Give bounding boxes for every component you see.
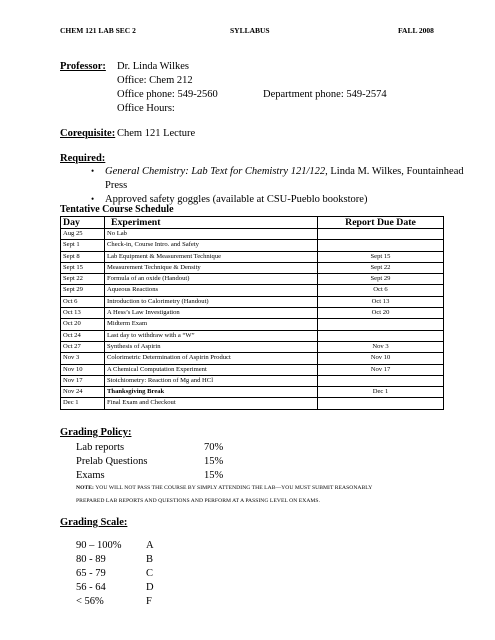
scale-grade: D xyxy=(146,582,154,593)
policy-item-pct: 15% xyxy=(204,456,224,467)
schedule-day-cell: Oct 20 xyxy=(61,319,105,330)
schedule-day-cell: Nov 24 xyxy=(61,387,105,398)
schedule-due-cell: Nov 17 xyxy=(318,364,444,375)
schedule-experiment-cell: Thanksgiving Break xyxy=(105,387,318,398)
schedule-due-cell xyxy=(318,330,444,341)
schedule-day-cell: Nov 17 xyxy=(61,375,105,386)
professor-label: Professor: xyxy=(60,61,106,72)
table-row xyxy=(61,387,444,398)
schedule-due-cell: Sept 22 xyxy=(318,262,444,273)
professor-office: Office: Chem 212 xyxy=(117,75,193,86)
header-course: CHEM 121 LAB SEC 2 xyxy=(60,26,136,35)
policy-item-pct: 15% xyxy=(204,470,224,481)
schedule-day-cell: Dec 1 xyxy=(61,398,105,409)
schedule-experiment-cell: A Chemical Computation Experiment xyxy=(105,364,318,375)
required-item-goggles: Approved safety goggles (available at CSU-Pueblo bookstore) xyxy=(105,194,368,205)
schedule-due-cell: Nov 3 xyxy=(318,341,444,352)
table-header-row xyxy=(61,217,444,229)
table-row xyxy=(61,229,444,240)
schedule-due-cell xyxy=(318,398,444,409)
schedule-body xyxy=(61,229,444,410)
required-label: Required: xyxy=(60,153,106,164)
table-row xyxy=(61,319,444,330)
required-item-title: General Chemistry: Lab Text for Chemistry 121/122 xyxy=(105,166,326,177)
scale-grade: A xyxy=(146,540,154,551)
scale-range: 90 – 100% xyxy=(76,540,122,551)
scale-grade: C xyxy=(146,568,154,579)
professor-hours: Office Hours: xyxy=(117,103,175,114)
policy-item-name: Prelab Questions xyxy=(76,456,148,467)
table-row xyxy=(61,296,444,307)
schedule-experiment-cell: No Lab xyxy=(105,229,318,240)
table-row xyxy=(61,308,444,319)
schedule-due-cell xyxy=(318,240,444,251)
schedule-due-cell: Sept 15 xyxy=(318,251,444,262)
department-phone: Department phone: 549-2574 xyxy=(263,89,387,100)
grading-scale-label: Grading Scale: xyxy=(60,517,128,528)
schedule-day-cell: Oct 24 xyxy=(61,330,105,341)
column-header: Experiment xyxy=(105,217,318,229)
schedule-day-cell: Nov 10 xyxy=(61,364,105,375)
schedule-due-cell: Oct 20 xyxy=(318,308,444,319)
schedule-experiment-cell: Synthesis of Aspirin xyxy=(105,341,318,352)
grading-note xyxy=(76,485,372,491)
schedule-title: Tentative Course Schedule xyxy=(60,204,174,215)
corequisite-label: Corequisite: xyxy=(60,128,116,139)
schedule-due-cell xyxy=(318,375,444,386)
schedule-due-cell: Nov 10 xyxy=(318,353,444,364)
schedule-day-cell: Oct 13 xyxy=(61,308,105,319)
schedule-due-cell: Sept 29 xyxy=(318,274,444,285)
corequisite-value: Chem 121 Lecture xyxy=(117,128,196,139)
table-row xyxy=(61,285,444,296)
grading-policy-label: Grading Policy: xyxy=(60,427,132,438)
bullet-icon: • xyxy=(91,166,95,176)
schedule-day-cell: Sept 1 xyxy=(61,240,105,251)
note-line-1: YOU WILL NOT PASS THE COURSE BY SIMPLY ATTENDING THE LAB—YOU MUST SUBMIT REASONABLY xyxy=(93,485,373,491)
table-row xyxy=(61,353,444,364)
scale-grade: F xyxy=(146,596,152,607)
scale-range: 56 - 64 xyxy=(76,582,106,593)
schedule-day-cell: Oct 6 xyxy=(61,296,105,307)
policy-item-pct: 70% xyxy=(204,442,224,453)
schedule-experiment-cell: Measurement Technique & Density xyxy=(105,262,318,273)
scale-grade: B xyxy=(146,554,154,565)
schedule-day-cell: Nov 3 xyxy=(61,353,105,364)
column-header: Report Due Date xyxy=(318,217,444,229)
required-item-text xyxy=(105,167,464,178)
table-row xyxy=(61,398,444,409)
schedule-due-cell xyxy=(318,319,444,330)
table-row xyxy=(61,375,444,386)
table-row xyxy=(61,341,444,352)
column-header: Day xyxy=(61,217,105,229)
scale-range: < 56% xyxy=(76,596,104,607)
scale-range: 80 - 89 xyxy=(76,554,106,565)
schedule-experiment-cell: A Hess’s Law Investigation xyxy=(105,308,318,319)
scale-range: 65 - 79 xyxy=(76,568,106,579)
schedule-experiment-cell: Midterm Exam xyxy=(105,319,318,330)
schedule-day-cell: Sept 22 xyxy=(61,274,105,285)
schedule-day-cell: Oct 27 xyxy=(61,341,105,352)
schedule-experiment-cell: Check-in, Course Intro. and Safety xyxy=(105,240,318,251)
schedule-experiment-cell: Lab Equipment & Measurement Technique xyxy=(105,251,318,262)
schedule-experiment-cell: Stoichiometry: Reaction of Mg and HCl xyxy=(105,375,318,386)
schedule-due-cell: Oct 6 xyxy=(318,285,444,296)
table-row xyxy=(61,251,444,262)
schedule-experiment-cell: Last day to withdraw with a “W” xyxy=(105,330,318,341)
schedule-experiment-cell: Colorimetric Determination of Aspirin Product xyxy=(105,353,318,364)
professor-phone: Office phone: 549-2560 xyxy=(117,89,218,100)
header-term: FALL 2008 xyxy=(398,26,434,35)
schedule-day-cell: Sept 8 xyxy=(61,251,105,262)
header-title: SYLLABUS xyxy=(230,26,270,35)
note-label: NOTE: xyxy=(76,485,94,491)
schedule-experiment-cell: Aqueous Reactions xyxy=(105,285,318,296)
table-row xyxy=(61,364,444,375)
required-item-rest: , Linda M. Wilkes, Fountainhead xyxy=(325,166,464,177)
schedule-table xyxy=(60,216,444,410)
schedule-day-cell: Aug 25 xyxy=(61,229,105,240)
bullet-icon: • xyxy=(91,194,95,204)
table-row xyxy=(61,330,444,341)
required-item-cont: Press xyxy=(105,180,128,191)
schedule-day-cell: Sept 29 xyxy=(61,285,105,296)
schedule-due-cell: Dec 1 xyxy=(318,387,444,398)
note-line-2: PREPARED LAB REPORTS AND QUESTIONS AND PERFORM AT A PASSING LEVEL ON EXAMS. xyxy=(76,498,321,504)
schedule-due-cell: Oct 13 xyxy=(318,296,444,307)
table-row xyxy=(61,240,444,251)
policy-item-name: Lab reports xyxy=(76,442,125,453)
professor-name: Dr. Linda Wilkes xyxy=(117,61,189,72)
table-row xyxy=(61,274,444,285)
schedule-due-cell xyxy=(318,229,444,240)
schedule-day-cell: Sept 15 xyxy=(61,262,105,273)
schedule-experiment-cell: Introduction to Calorimetry (Handout) xyxy=(105,296,318,307)
table-row xyxy=(61,262,444,273)
schedule-experiment-cell: Final Exam and Checkout xyxy=(105,398,318,409)
schedule-experiment-cell: Formula of an oxide (Handout) xyxy=(105,274,318,285)
policy-item-name: Exams xyxy=(76,470,105,481)
